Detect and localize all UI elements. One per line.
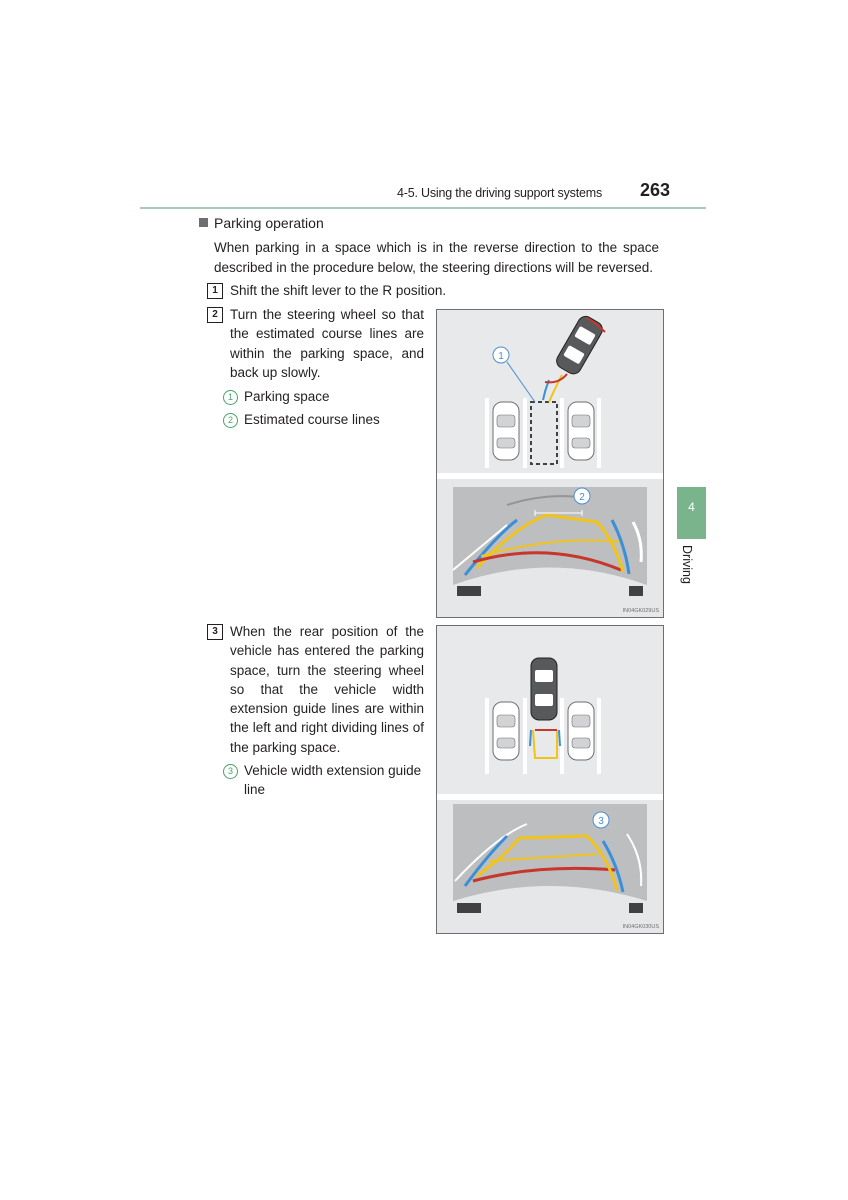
figure-code: IN04GK030US xyxy=(622,924,659,930)
figure-marker-1: 1 xyxy=(498,351,504,362)
callout-parking-space xyxy=(223,387,422,406)
callout-number: 3 xyxy=(223,764,238,779)
section-heading-text: Parking operation xyxy=(214,215,324,231)
running-header-section: 4-5. Using the driving support systems xyxy=(397,186,602,200)
header-divider xyxy=(140,207,706,209)
callout-number: 1 xyxy=(223,390,238,405)
figure-marker-3: 3 xyxy=(598,816,604,827)
page-number: 263 xyxy=(640,180,671,200)
step-1-text: Shift the shift lever to the R position. xyxy=(230,283,447,298)
figure-code: IN04GK029US xyxy=(622,608,659,614)
chapter-tab-label: Driving xyxy=(680,545,694,584)
callout-number: 2 xyxy=(223,413,238,428)
callout-width-guide xyxy=(223,761,422,800)
figure-parking-overview-1 xyxy=(436,309,664,618)
callout-course-lines xyxy=(223,410,422,429)
figure-marker-2: 2 xyxy=(579,492,585,503)
parking-illustration-2 xyxy=(437,626,663,933)
section-heading xyxy=(199,215,324,231)
step-3-text: When the rear position of the vehicle has entered the parking space, turn the steering wheel so that the vehicle width extension guide lines are within the left and right dividing lines of the parking space. xyxy=(230,624,424,755)
callout-text: Vehicle width extension guide line xyxy=(244,763,422,798)
callout-text: Estimated course lines xyxy=(244,412,380,427)
callout-text: Parking space xyxy=(244,389,330,404)
square-bullet-icon xyxy=(199,218,208,227)
step-2-text: Turn the steering wheel so that the estimated course lines are within the parking space, and back up slowly. xyxy=(230,307,424,380)
figure-parking-overview-2 xyxy=(436,625,664,934)
step-number-2: 2 xyxy=(207,307,223,323)
step-number-3: 3 xyxy=(207,624,223,640)
step-number-1: 1 xyxy=(207,283,223,299)
intro-paragraph: When parking in a space which is in the reverse direction to the space described in the procedure below, the steering directions will be reversed. xyxy=(214,240,659,275)
chapter-tab: 4 xyxy=(677,487,706,539)
parking-illustration-1 xyxy=(437,310,663,617)
